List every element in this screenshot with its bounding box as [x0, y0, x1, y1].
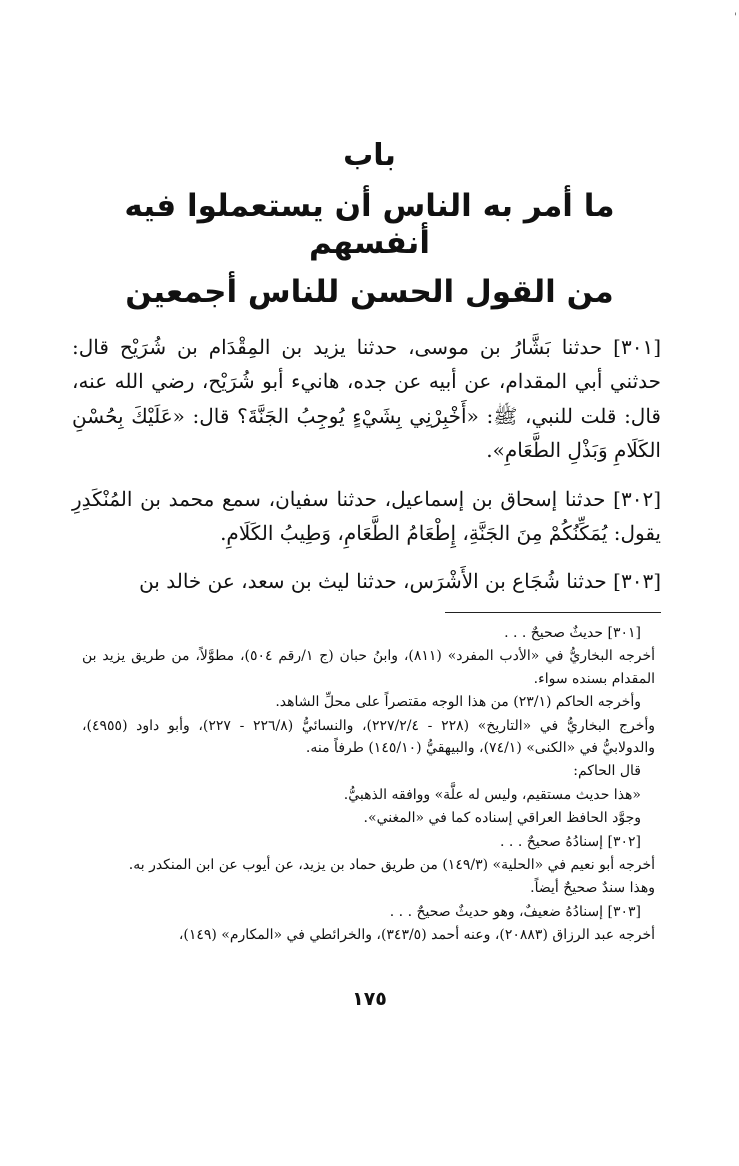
- footnote-separator: [445, 612, 661, 613]
- footnote-line: وهذا سندٌ صحيحٌ أيضاً.: [530, 880, 655, 897]
- hadith-301: [٣٠١] حدثنا بَشَّارُ بن موسى، حدثنا يزيد بن المِقْدَام بن شُرَيْح قال: حدثني أبي المقدام، عن أبيه عن جده، هانيء أبو شُرَيْح، رضي الله عنه، قال: قلت للنبي، ﷺ: «أَخْبِرْنِي بِشَيْءٍ يُوجِبُ الجَنَّةَ؟ قال: «عَلَيْكَ بِحُسْنِ الكَلَامِ وَبَذْلِ الطَّعَامِ».: [72, 335, 661, 463]
- footnote-line: [٣٠١] حديثٌ صحيحٌ . . .: [504, 625, 641, 641]
- footnote-line: قال الحاكم:: [573, 763, 641, 780]
- chapter-title: [60, 138, 679, 312]
- footnote-line: «هذا حديث مستقيم، وليس له علَّة» ووافقه الذهبيُّ.: [343, 786, 641, 803]
- chapter-title-line-1: باب: [343, 138, 396, 173]
- hadith-302: [٣٠٢] حدثنا إسحاق بن إسماعيل، حدثنا سفيان، سمع محمد بن المُنْكَدِرِ يقول: يُمَكِّنُكُمْ مِنَ الجَنَّةِ، إِطْعَامُ الطَّعَامِ، وَطِيبُ الكَلَامِ.: [72, 486, 661, 545]
- footnote-line: وأخرجه الحاكم (٢٣/١) من هذا الوجه مقتصراً على محلِّ الشاهد.: [275, 694, 641, 711]
- footnote-line: أخرجه أبو نعيم في «الحلية» (١٤٩/٣) من طريق حماد بن يزيد، عن أيوب عن ابن المنكدر به.: [128, 856, 655, 873]
- footnote-line: وأخرج البخاريُّ في «التاريخ» (٢٢٨ - ٢٢٧/٢/٤)، والنسائيُّ (٢٢٦/٨ - ٢٢٧)، وأبو داود (٤٩٥٥)، والدولابيُّ في «الكنى» (٧٤/١)، والبيهقيُّ (١٤٥/١٠) طرفاً منه.: [82, 717, 656, 756]
- page-number: ١٧٥: [352, 988, 387, 1010]
- chapter-title-line-3: من القول الحسن للناس أجمعين: [125, 274, 614, 311]
- footnote-line: [٣٠٢] إسنادُهُ صحيحٌ . . .: [500, 833, 641, 850]
- hadith-303: [٣٠٣] حدثنا شُجَاع بن الأَشْرَس، حدثنا ليث بن سعد، عن خالد بن: [139, 569, 661, 594]
- edge-mark: ': [734, 12, 737, 23]
- main-text: [72, 330, 661, 613]
- footnote-line: وجوَّد الحافظ العراقي إسناده كما في «المغني».: [363, 810, 641, 827]
- footnotes: [82, 622, 655, 947]
- footnote-line: أخرجه عبد الرزاق (٢٠٨٨٣)، وعنه أحمد (٣٤٣/٥)، والخرائطي في «المكارم» (١٤٩)،: [178, 927, 655, 944]
- chapter-title-line-2: ما أمر به الناس أن يستعملوا فيه أنفسهم: [124, 188, 615, 262]
- footnote-line: أخرجه البخاريُّ في «الأدب المفرد» (٨١١)، وابنُ حبان (ج ١/رقم ٥٠٤)، مطوَّلاً، من طريق يزيد بن المقدام بسنده سواء.: [82, 648, 655, 687]
- footnote-line: [٣٠٣] إسنادُهُ ضعيفٌ، وهو حديثٌ صحيحٌ . . .: [389, 903, 641, 920]
